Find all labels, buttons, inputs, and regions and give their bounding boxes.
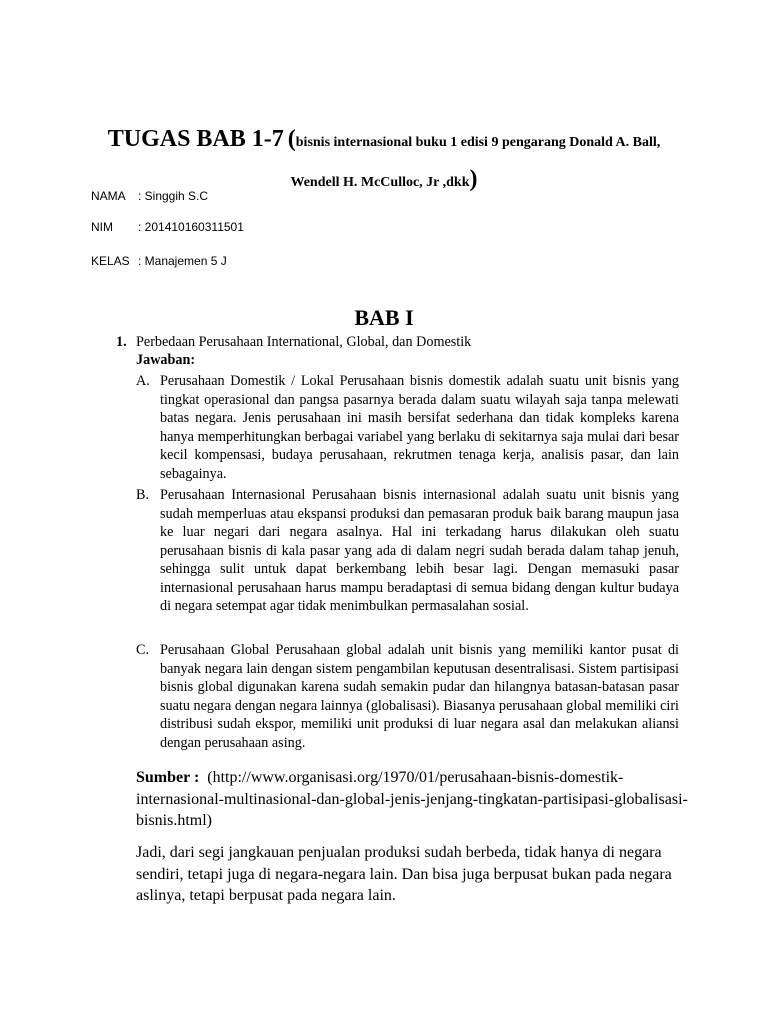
info-nim bbox=[91, 219, 244, 235]
nim-label: NIM bbox=[91, 220, 113, 234]
source-block bbox=[136, 767, 696, 832]
title-subtitle-part2: Wendell H. McCulloc, Jr ,dkk bbox=[290, 175, 470, 190]
item-c-letter: C. bbox=[136, 642, 150, 658]
question-text: Perbedaan Perusahaan International, Global, dan Domestik bbox=[136, 334, 472, 350]
nama-value: : Singgih S.C bbox=[138, 189, 209, 203]
item-a-text: Perusahaan Domestik / Lokal Perusahaan bisnis domestik adalah suatu unit bisnis yang tingkat operasional dan pangsa pasarnya berada dalam suatu wilayah saja tanpa melewati batas negara. Jenis perusahaan ini masih bersifat sederhana dan tidak kompleks karena hanya memperhitungkan berbagai variabel yang berlaku di sekitarnya saja mulai dari besar kecil kompensasi, budaya perusahaan, rekrutmen tenaga kerja, analisis pasar, dan lain sebagainya. bbox=[160, 373, 679, 482]
item-a-letter: A. bbox=[136, 373, 150, 389]
info-kelas bbox=[91, 253, 227, 269]
item-b-letter: B. bbox=[136, 487, 150, 503]
conclusion-paragraph: Jadi, dari segi jangkauan penjualan produksi sudah berbeda, tidak hanya di negara sendiri, tetapi juga di negara-negara lain. Dan bisa juga berpusat bukan pada negara aslinya, tetapi berpusat pada negara lain. bbox=[136, 844, 672, 904]
item-b-text: Perusahaan Internasional Perusahaan bisnis internasional adalah suatu unit bisnis yang sudah memperluas atau ekspansi produksi dan pemasaran produk baik barang maupun jasa ke luar negari dari negara asalnya. Hal ini terkadang harus dilakukan oleh suatu perusahaan bisnis di kala pasar yang ada di dalam negri sudah berada dalam tahap jenuh, sehingga sulit untuk dapat berkembang lebih besar lagi. Dengan memasuki pasar internasional perusahaan harus mampu beradaptasi di semua bidang dengan kultur budaya di negara setempat agar tidak menimbulkan permasalahan sosial. bbox=[160, 487, 679, 614]
question-number: 1. bbox=[116, 334, 127, 350]
source-label: Sumber : bbox=[136, 769, 200, 786]
nama-label: NAMA bbox=[91, 189, 126, 203]
kelas-value: : Manajemen 5 J bbox=[138, 254, 227, 268]
title-line-1 bbox=[0, 122, 768, 160]
title-subtitle-part1: bisnis internasional buku 1 edisi 9 pengarang Donald A. Ball, bbox=[295, 135, 661, 150]
title-main: TUGAS BAB 1-7 bbox=[107, 126, 284, 152]
answer-label: Jawaban: bbox=[136, 352, 196, 368]
chapter-heading: BAB I bbox=[354, 305, 414, 330]
source-url: (http://www.organisasi.org/1970/01/perusahaan-bisnis-domestik-internasional-multinasional-dan-global-jenis-jenjang-tingkatan-partisipasi-globalisasi-bisnis.html) bbox=[136, 769, 688, 829]
item-c-text: Perusahaan Global Perusahaan global adalah unit bisnis yang memiliki kantor pusat di banyak negara lain dengan sistem pengambilan keputusan desentralisasi. Sistem partisipasi bisnis global digunakan karena sudah semakin pudar dan hilangnya batasan-batasan pasar suatu negara dengan negara lainnya (globalisasi). Biasanya perusahaan global memiliki ciri distribusi sudah ekspor, memiliki unit produksi di luar negara asal dan melakukan aliansi dengan perusahaan asing. bbox=[160, 642, 679, 751]
kelas-label: KELAS bbox=[91, 254, 130, 268]
title-paren-open: ( bbox=[287, 126, 296, 152]
info-nama bbox=[91, 188, 208, 204]
title-paren-close: ) bbox=[469, 166, 478, 192]
nim-value: : 201410160311501 bbox=[138, 220, 244, 234]
